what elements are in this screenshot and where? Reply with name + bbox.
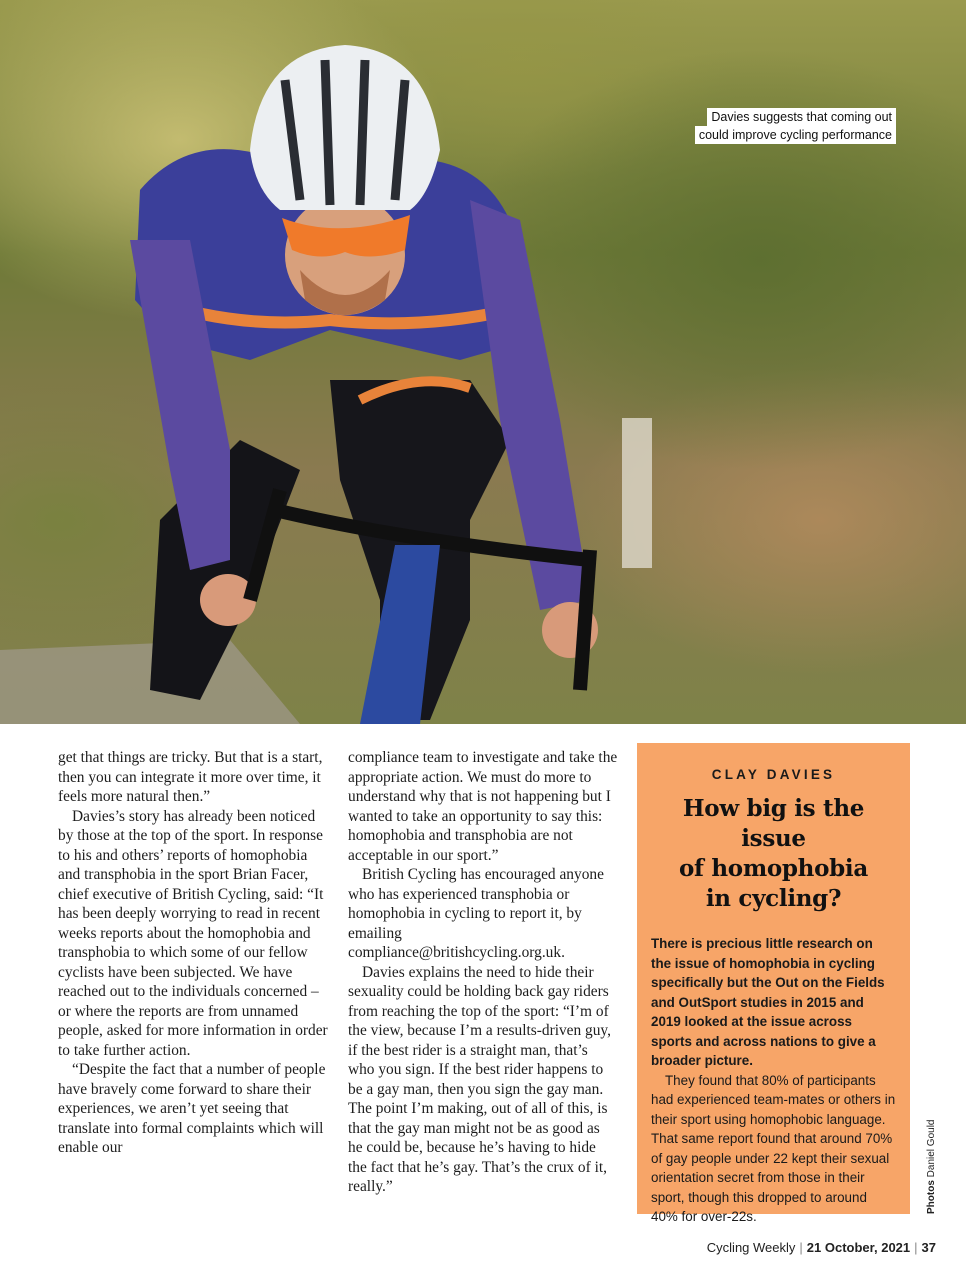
credit-label: Photos [926,1180,937,1214]
credit-name: Daniel Gould [926,1119,937,1178]
paragraph: get that things are tricky. But that is a start, then you can integrate it more over time, it feels more natural then.” [58,749,323,805]
paragraph: compliance team to investigate and take the appropriate action. We must do more to understand why that is not happening but I wanted to take an opportunity to say this: homophobia and transphobia are not acceptable in our sport.” [348,749,618,864]
footer-date: 21 October, 2021 [806,1240,911,1255]
sidebar-box [637,743,910,1224]
footer-divider: | [914,1240,918,1255]
footer-divider: | [799,1240,803,1255]
page-footer [707,1240,936,1255]
photo-caption [695,108,896,144]
sidebar-title-line-3: in cycling? [705,885,842,912]
paragraph: Davies explains the need to hide their sexuality could be holding back gay riders from reaching the top of the sport: “I’m of the view, because I’m a results-driven guy, if the best rider is a straight man, that’s who you sign. If the best rider happens to be a gay man, then you sign the gay man. The point I’m making, out of all of this, is that the gay man might not be as good as he could be, because he’s having to hide the fact that he’s gay. That’s the crux of it, really.” [348,963,611,1195]
sidebar-title-line-1: How big is the issue [682,795,865,852]
page-number: 37 [921,1240,936,1255]
caption-line-2: could improve cycling performance [695,126,896,144]
sidebar-byline: CLAY DAVIES [711,767,836,782]
paragraph: “Despite the fact that a number of people have bravely come forward to share their experiences, we aren’t yet seeing that translate into formal complaints which will enable our [58,1061,326,1156]
footer-publication: Cycling Weekly [706,1240,796,1255]
sidebar-title-line-2: of homophobia [679,855,868,882]
sidebar-body: They found that 80% of participants had experienced team-mates or others in their sport using homophobic language. That same report found that around 70% of gay people under 22 kept their sexual orientation secret from those in their sport, though this dropped to around 40% for over-22s. [651,1072,896,1224]
article-column-1 [58,748,328,1158]
sidebar-title [651,794,896,914]
paragraph: Davies’s story has already been noticed by those at the top of the sport. In response to his and others’ reports of homophobia and transphobia in the sport Brian Facer, chief executive of British Cycling, said: “It has been deeply worrying to read in recent weeks reports about the homophobia and transphobia to which some of our fellow cyclists have been subjected. We have reached out to the individuals concerned – or where the reports are from unnamed people, asked for more information in order to take further action. [58,807,328,1059]
article-column-2 [348,748,618,1197]
photo-credit [926,1120,937,1214]
paragraph: British Cycling has encouraged anyone who has experienced transphobia or homophobia in cycling to report it, by emailing compliance@britishcycling.org.uk. [348,866,604,961]
caption-line-1: Davies suggests that coming out [707,108,896,126]
sidebar-intro: There is precious little research on the issue of homophobia in cycling specifically but the Out on the Fields and OutSport studies in 2015 and 2019 looked at the issue across sports and across nations to give a broader picture. [651,936,885,1068]
